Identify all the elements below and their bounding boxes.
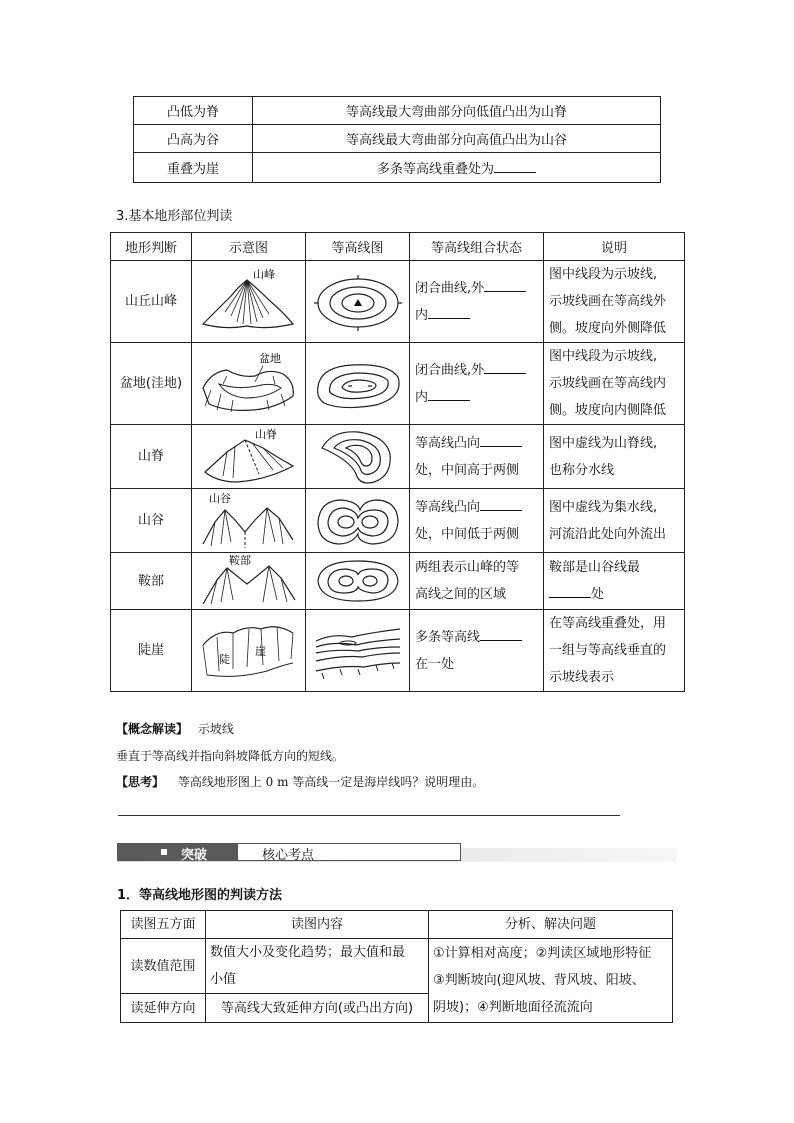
term-cell: 重叠为崖 [134, 153, 253, 183]
term-cell: 凸低为脊 [134, 97, 253, 125]
basin-sketch [197, 348, 301, 420]
section-title: 3.基本地形部位判读 [116, 209, 233, 224]
explanation-cell [544, 610, 685, 692]
contour-cell [306, 489, 410, 553]
explanation-line: 图中虚线为集水线, [549, 499, 658, 515]
banner-tag-label: 突破 [181, 848, 208, 863]
landform-name: 山丘山峰 [111, 261, 192, 343]
state-text: 多条等高线 [415, 629, 481, 645]
analysis-line: ③判断坡向(迎风坡、背风坡、阳坡、 [433, 973, 645, 988]
aspect-cell: 读延伸方向 [121, 994, 206, 1023]
header-row [111, 233, 685, 261]
landform-name: 山脊 [111, 425, 192, 489]
header-cell: 示意图 [192, 233, 306, 261]
explanation-line: 一组与等高线垂直的 [549, 643, 667, 658]
banner-tag [117, 843, 237, 861]
sketch-cell [192, 425, 306, 489]
state-line [415, 275, 538, 302]
saddle-contour-map [312, 555, 404, 607]
sketch-cell [192, 489, 306, 553]
contour-state [410, 610, 544, 692]
fill-blank [480, 496, 522, 511]
content-line: 数值大小及变化趋势；最大值和最 [210, 945, 406, 960]
header-row [121, 911, 673, 939]
state-text: 等高线凸向 [415, 499, 481, 515]
contour-cell [306, 343, 410, 425]
think-label: 【思考】 [116, 775, 165, 789]
explanation-line: 示坡线画在等高线外 [549, 294, 667, 309]
explanation-line [549, 581, 679, 608]
desc-text: 多条等高线重叠处为 [376, 162, 494, 177]
sketch-label: 山峰 [252, 268, 275, 281]
desc-cell [253, 153, 661, 183]
aspect-cell: 读数值范围 [121, 939, 206, 994]
header-cell: 分析、解决问题 [429, 911, 673, 939]
table-row [111, 489, 685, 553]
landform-name: 陡崖 [111, 610, 192, 692]
banner-subtitle-label: 核心考点 [262, 848, 315, 863]
mountain-peak-sketch [197, 266, 301, 338]
analysis-cell [429, 939, 673, 1023]
state-text: 闭合曲线,外 [415, 362, 485, 378]
state-text: 内 [415, 307, 429, 323]
sketch-label: 山谷 [208, 492, 231, 505]
state-text: 两组表示山峰的等 [415, 560, 520, 575]
state-text: 处，中间高于两侧 [415, 462, 520, 478]
section-title: 1．等高线地形图的判读方法 [117, 888, 283, 903]
ridge-sketch [197, 428, 301, 486]
cliff-contour-map [312, 619, 404, 683]
landform-name: 山谷 [111, 489, 192, 553]
contour-state [410, 261, 544, 343]
state-text: 等高线凸向 [415, 435, 481, 451]
state-line [415, 384, 538, 411]
table-row [134, 97, 661, 125]
state-line [415, 624, 538, 651]
sketch-label: 盆地 [258, 352, 281, 365]
content-cell: 等高线大致延伸方向(或凸出方向) [206, 994, 429, 1023]
state-text: 高线之间的区域 [415, 587, 507, 602]
analysis-line: 阴坡)；④判断地面径流流向 [433, 1000, 593, 1015]
table-row [134, 125, 661, 153]
fill-blank [484, 359, 526, 374]
answer-line [118, 815, 620, 816]
concept-text: 垂直于等高线并指向斜坡降低方向的短线。 [116, 749, 345, 763]
desc-cell: 等高线最大弯曲部分向高值凸出为山谷 [253, 125, 661, 153]
contour-state [410, 425, 544, 489]
state-line [415, 430, 538, 457]
explanation-line: 侧。坡度向内侧降低 [549, 403, 667, 418]
sketch-label: 鞍部 [228, 555, 251, 567]
table-row [111, 343, 685, 425]
explanation-cell [544, 425, 685, 489]
fill-blank [480, 432, 522, 447]
explanation-line: 图中线段为示坡线, [549, 267, 658, 282]
explanation-line: 图中线段为示坡线, [549, 349, 658, 364]
table-row [111, 553, 685, 610]
fill-blank [428, 304, 470, 319]
table-row [111, 425, 685, 489]
sketch-cell [192, 343, 306, 425]
reading-method-table [120, 910, 673, 1023]
explanation-cell [544, 489, 685, 553]
fill-blank [428, 386, 470, 401]
explanation-line: 侧。坡度向外侧降低 [549, 321, 667, 336]
explanation-line: 河流沿此处向外流出 [549, 526, 667, 542]
header-cell: 地形判断 [111, 233, 192, 261]
contour-state [410, 489, 544, 553]
header-cell: 说明 [544, 233, 685, 261]
desc-cell: 等高线最大弯曲部分向低值凸出为山脊 [253, 97, 661, 125]
think-note [116, 773, 484, 790]
concept-note [116, 720, 234, 737]
analysis-line: ①计算相对高度；②判读区域地形特征 [433, 946, 652, 961]
table-row [111, 610, 685, 692]
explanation-text: 处 [591, 587, 605, 602]
table-row [134, 153, 661, 183]
explanation-line: 示坡线画在等高线内 [549, 376, 667, 391]
peak-contour-map [312, 271, 404, 333]
state-text: 闭合曲线,外 [415, 280, 485, 296]
contour-cell [306, 425, 410, 489]
section-banner [117, 842, 677, 864]
sketch-label: 山脊 [254, 428, 277, 441]
sketch-label: 崖 [254, 645, 266, 658]
landform-name: 鞍部 [111, 553, 192, 610]
explanation-line: 在等高线重叠处，用 [549, 616, 667, 631]
sketch-cell [192, 610, 306, 692]
state-text: 内 [415, 389, 429, 405]
table-row [111, 261, 685, 343]
explanation-line: 示坡线表示 [549, 670, 615, 685]
sketch-label: 陡 [218, 653, 230, 666]
concept-label: 【概念解读】 [116, 722, 189, 736]
saddle-sketch [197, 554, 301, 608]
explanation-line: 鞍部是山谷线最 [549, 560, 641, 575]
concept-term: 示坡线 [197, 722, 234, 736]
contour-state [410, 553, 544, 610]
state-line [415, 357, 538, 384]
fill-blank [484, 277, 526, 292]
content-cell [206, 939, 429, 994]
explanation-line: 也称分水线 [549, 462, 615, 478]
contour-state [410, 343, 544, 425]
fill-blank [549, 583, 591, 598]
fill-blank [494, 158, 536, 173]
state-text: 处，中间低于两侧 [415, 526, 520, 542]
landform-table [110, 232, 685, 692]
state-line [415, 302, 538, 329]
state-line [415, 494, 538, 521]
think-text: 等高线地形图上 0 m 等高线一定是海岸线吗？说明理由。 [177, 775, 485, 789]
content-line: 小值 [210, 972, 237, 987]
landform-name: 盆地(洼地) [111, 343, 192, 425]
explanation-line: 图中虚线为山脊线, [549, 435, 658, 451]
valley-contour-map [312, 492, 404, 550]
valley-sketch [197, 492, 301, 550]
explanation-cell [544, 553, 685, 610]
sketch-cell [192, 261, 306, 343]
ridge-contour-map [312, 428, 404, 486]
sketch-cell [192, 553, 306, 610]
banner-subtitle [237, 843, 461, 861]
state-text: 在一处 [415, 656, 455, 672]
table-row [121, 939, 673, 994]
contour-rule-table [133, 96, 661, 183]
cliff-sketch [197, 619, 301, 683]
term-cell: 凸高为谷 [134, 125, 253, 153]
contour-cell [306, 553, 410, 610]
header-cell: 读图内容 [206, 911, 429, 939]
basin-contour-map [312, 353, 404, 415]
contour-cell [306, 610, 410, 692]
contour-cell [306, 261, 410, 343]
header-cell: 读图五方面 [121, 911, 206, 939]
fill-blank [480, 626, 522, 641]
explanation-cell [544, 343, 685, 425]
explanation-cell [544, 261, 685, 343]
square-bullet-icon [161, 849, 167, 855]
header-cell: 等高线组合状态 [410, 233, 544, 261]
header-cell: 等高线图 [306, 233, 410, 261]
